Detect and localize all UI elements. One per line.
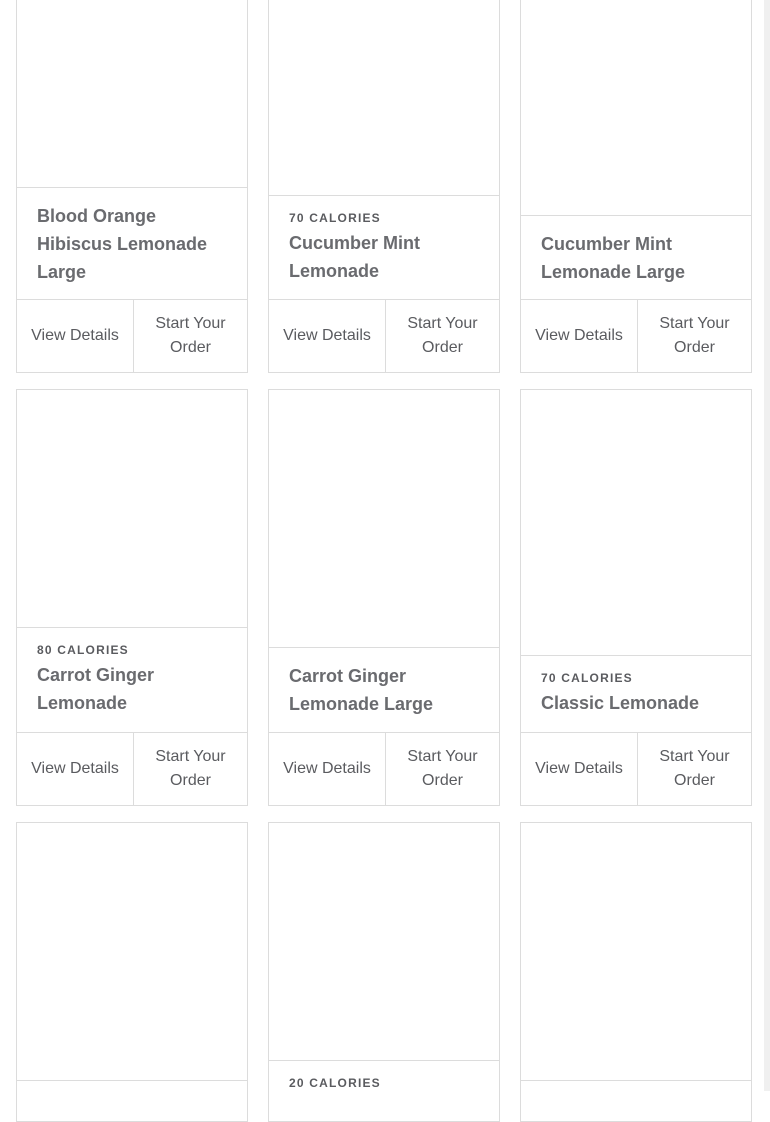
product-image[interactable] (17, 0, 247, 188)
product-image[interactable] (269, 0, 499, 196)
product-card (16, 822, 248, 1122)
calories-label: 20 CALORIES (289, 1076, 381, 1090)
product-title[interactable]: Blood Orange Hibiscus Lemonade Large (37, 206, 208, 282)
product-card (268, 0, 500, 373)
start-order-button[interactable]: Start Your Order (407, 315, 478, 356)
calories-label: 70 CALORIES (289, 211, 381, 225)
calories-label: 70 CALORIES (541, 671, 633, 685)
view-details-button[interactable]: View Details (521, 733, 638, 805)
card-actions (269, 732, 499, 805)
product-title[interactable]: Carrot Ginger Lemonade Large (289, 666, 434, 714)
product-image[interactable] (269, 390, 499, 648)
product-card (520, 822, 752, 1122)
product-info (289, 662, 487, 718)
start-order-button[interactable]: Start Your Order (155, 315, 226, 356)
product-image[interactable] (521, 0, 751, 216)
start-order-button[interactable]: Start Your Order (659, 748, 730, 789)
view-details-button[interactable]: View Details (17, 733, 134, 805)
product-info (37, 642, 235, 717)
card-actions (17, 732, 247, 805)
card-actions (269, 299, 499, 372)
product-info (289, 1075, 487, 1091)
product-info (541, 230, 739, 286)
product-title[interactable]: Carrot Ginger Lemonade (37, 665, 155, 713)
product-card (520, 389, 752, 806)
card-actions (17, 299, 247, 372)
product-image[interactable] (521, 823, 751, 1081)
card-actions (521, 732, 751, 805)
product-image[interactable] (269, 823, 499, 1061)
view-details-button[interactable]: View Details (17, 300, 134, 372)
product-card (268, 822, 500, 1122)
start-order-button[interactable]: Start Your Order (659, 315, 730, 356)
product-image[interactable] (521, 390, 751, 656)
product-card (520, 0, 752, 373)
view-details-button[interactable]: View Details (521, 300, 638, 372)
product-card (268, 389, 500, 806)
product-image[interactable] (17, 823, 247, 1081)
calories-label: 80 CALORIES (37, 643, 129, 657)
view-details-button[interactable]: View Details (269, 733, 386, 805)
view-details-button[interactable]: View Details (269, 300, 386, 372)
product-title[interactable]: Cucumber Mint Lemonade (289, 233, 421, 281)
product-info (541, 670, 739, 717)
product-title[interactable]: Cucumber Mint Lemonade Large (541, 234, 686, 282)
card-actions (521, 299, 751, 372)
product-title[interactable]: Classic Lemonade (541, 693, 700, 713)
product-card (16, 389, 248, 806)
product-info (289, 210, 487, 285)
start-order-button[interactable]: Start Your Order (407, 748, 478, 789)
scrollbar[interactable] (764, 0, 770, 1091)
product-card (16, 0, 248, 373)
start-order-button[interactable]: Start Your Order (155, 748, 226, 789)
product-image[interactable] (17, 390, 247, 628)
product-info (37, 202, 235, 286)
